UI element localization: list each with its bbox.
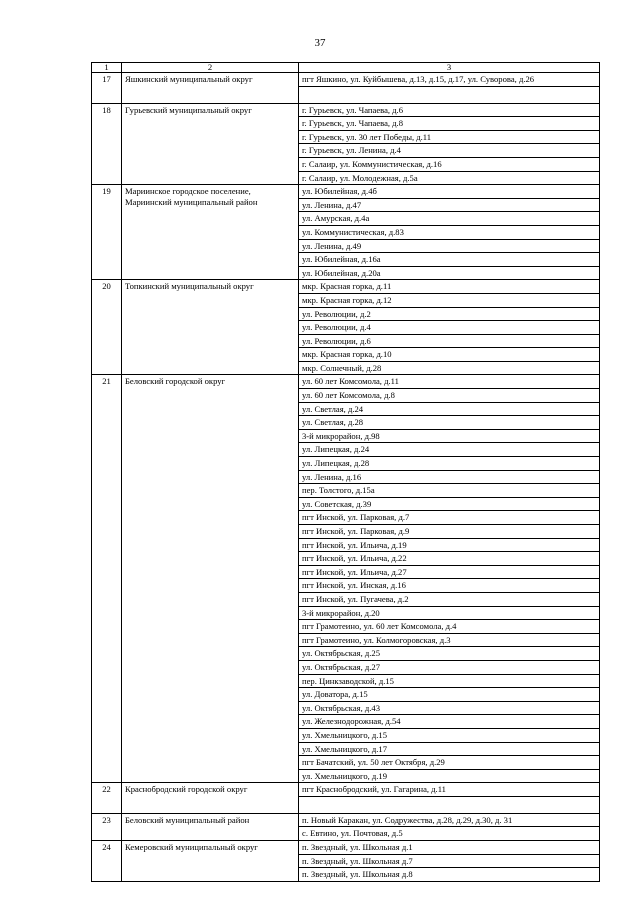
address-cell: ул. 60 лет Комсомола, д.8 <box>299 389 600 403</box>
municipality-name: Кемеровский муниципальный округ <box>122 841 299 882</box>
table-row <box>92 841 600 855</box>
address-cell: ул. Светлая, д.24 <box>299 402 600 416</box>
address-cell: пер. Цинкзаводской, д.15 <box>299 674 600 688</box>
address-cell: пгт Грамотеино, ул. 60 лет Комсомола, д.4 <box>299 620 600 634</box>
address-cell: г. Гурьевск, ул. 30 лет Победы, д.11 <box>299 130 600 144</box>
address-cell: пгт Краснобродский, ул. Гагарина, д.11 <box>299 783 600 797</box>
registry-table <box>91 62 600 882</box>
address-cell: пер. Толстого, д.15а <box>299 484 600 498</box>
municipality-name: Яшкинский муниципальный округ <box>122 73 299 104</box>
address-cell: пгт Инской, ул. Ильича, д.19 <box>299 538 600 552</box>
address-cell: пгт Инской, ул. Парковая, д.9 <box>299 525 600 539</box>
address-cell: ул. Хмельницкого, д.17 <box>299 742 600 756</box>
address-cell: ул. Железнодорожная, д.54 <box>299 715 600 729</box>
address-cell: ул. Октябрьская, д.25 <box>299 647 600 661</box>
address-cell: мкр. Солнечный, д.28 <box>299 361 600 375</box>
table-row <box>92 813 600 827</box>
row-number: 23 <box>92 813 122 840</box>
address-cell: 3-й микрорайон, д.20 <box>299 606 600 620</box>
address-cell: п. Звездный, ул. Школьная д.7 <box>299 854 600 868</box>
address-cell: пгт Инской, ул. Ильича, д.27 <box>299 565 600 579</box>
table-row <box>92 783 600 797</box>
table-row <box>92 73 600 87</box>
address-cell: ул. Амурская, д.4а <box>299 212 600 226</box>
row-number: 20 <box>92 280 122 375</box>
address-cell: ул. Светлая, д.28 <box>299 416 600 430</box>
municipality-name: Мариинское городское поселение, Мариинский муниципальный район <box>122 185 299 280</box>
table-row <box>92 280 600 294</box>
address-cell: ул. Ленина, д.16 <box>299 470 600 484</box>
address-cell <box>299 796 600 813</box>
address-cell: ул. Советская, д.39 <box>299 497 600 511</box>
address-cell: пгт Инской, ул. Ильича, д.22 <box>299 552 600 566</box>
address-cell: ул. Ленина, д.47 <box>299 198 600 212</box>
address-cell: пгт Яшкино, ул. Куйбышева, д.13, д.15, д.17, ул. Суворова, д.26 <box>299 73 600 87</box>
table-row <box>92 375 600 389</box>
address-cell: ул. 60 лет Комсомола, д.11 <box>299 375 600 389</box>
address-cell: ул. Юбилейная, д.20а <box>299 266 600 280</box>
municipality-name: Гурьевский муниципальный округ <box>122 103 299 185</box>
address-cell: ул. Липецкая, д.24 <box>299 443 600 457</box>
address-cell: ул. Хмельницкого, д.19 <box>299 769 600 783</box>
header-cell-name: 2 <box>122 63 299 73</box>
municipality-name: Беловский муниципальный район <box>122 813 299 840</box>
address-cell <box>299 86 600 103</box>
row-number: 22 <box>92 783 122 814</box>
address-cell: мкр. Красная горка, д.11 <box>299 280 600 294</box>
address-cell: ул. Революции, д.2 <box>299 307 600 321</box>
table-header-row <box>92 63 600 73</box>
row-number: 18 <box>92 103 122 185</box>
row-number: 21 <box>92 375 122 783</box>
row-number: 19 <box>92 185 122 280</box>
address-cell: мкр. Красная горка, д.12 <box>299 293 600 307</box>
address-cell: пгт Инской, ул. Парковая, д.7 <box>299 511 600 525</box>
address-cell: ул. Коммунистическая, д.83 <box>299 225 600 239</box>
address-cell: ул. Хмельницкого, д.15 <box>299 728 600 742</box>
header-cell-number: 1 <box>92 63 122 73</box>
address-cell: пгт Инской, ул. Инская, д.16 <box>299 579 600 593</box>
table-row <box>92 185 600 199</box>
address-cell: пгт Инской, ул. Пугачева, д.2 <box>299 592 600 606</box>
address-cell: ул. Октябрьская, д.27 <box>299 660 600 674</box>
address-cell: ул. Доватора, д.15 <box>299 688 600 702</box>
address-cell: ул. Революции, д.6 <box>299 334 600 348</box>
address-cell: г. Салаир, ул. Коммунистическая, д.16 <box>299 157 600 171</box>
address-cell: п. Звездный, ул. Школьная д.8 <box>299 868 600 882</box>
address-cell: г. Гурьевск, ул. Ленина, д.4 <box>299 144 600 158</box>
table-row <box>92 103 600 117</box>
address-cell: с. Евтино, ул. Почтовая, д.5 <box>299 827 600 841</box>
address-cell: ул. Юбилейная, д.16а <box>299 253 600 267</box>
address-cell: 3-й микрорайон, д.98 <box>299 429 600 443</box>
row-number: 24 <box>92 841 122 882</box>
row-number: 17 <box>92 73 122 104</box>
address-cell: г. Гурьевск, ул. Чапаева, д.8 <box>299 117 600 131</box>
address-cell: мкр. Красная горка, д.10 <box>299 348 600 362</box>
address-cell: пгт Грамотеино, ул. Колмогоровская, д.3 <box>299 633 600 647</box>
page-number: 37 <box>314 37 326 49</box>
address-cell: г. Гурьевск, ул. Чапаева, д.6 <box>299 103 600 117</box>
address-cell: ул. Липецкая, д.28 <box>299 457 600 471</box>
municipality-name: Краснобродский городской округ <box>122 783 299 814</box>
address-cell: п. Звездный, ул. Школьная д.1 <box>299 841 600 855</box>
address-cell: г. Салаир, ул. Молодежная, д.5а <box>299 171 600 185</box>
address-cell: ул. Юбилейная, д.4б <box>299 185 600 199</box>
address-cell: пгт Бачатский, ул. 50 лет Октября, д.29 <box>299 756 600 770</box>
address-cell: ул. Октябрьская, д.43 <box>299 701 600 715</box>
address-cell: ул. Ленина, д.49 <box>299 239 600 253</box>
municipality-name: Топкинский муниципальный округ <box>122 280 299 375</box>
header-cell-address: 3 <box>299 63 600 73</box>
address-cell: ул. Революции, д.4 <box>299 321 600 335</box>
municipality-name: Беловский городской округ <box>122 375 299 783</box>
address-cell: п. Новый Каракан, ул. Содружества, д.28, д.29, д.30, д. 31 <box>299 813 600 827</box>
